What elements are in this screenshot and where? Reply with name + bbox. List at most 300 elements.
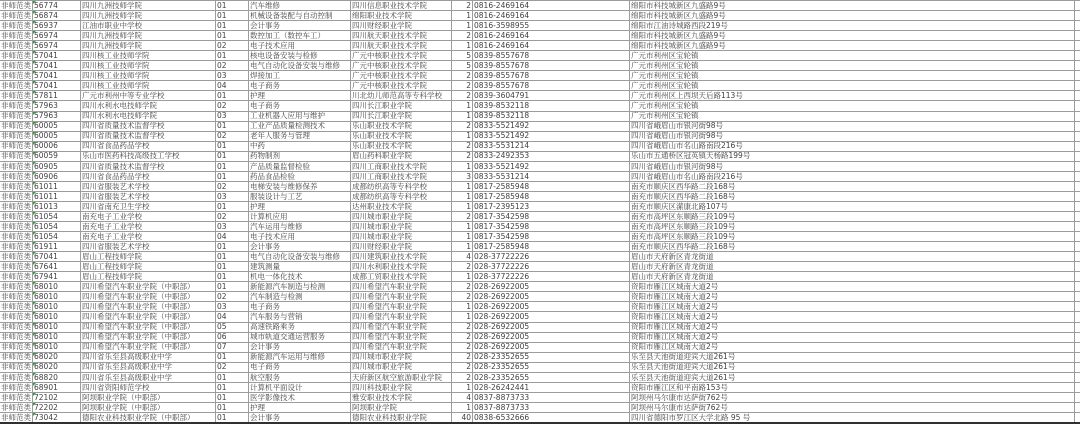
cell-major-name[interactable]: 药品食品检验 bbox=[249, 172, 351, 181]
cell-partner-college[interactable]: 四川航天职业技术学院 bbox=[351, 31, 452, 40]
cell-plan-count[interactable]: 2 bbox=[452, 71, 473, 80]
cell-address[interactable]: 广元市利州区宝轮镇 bbox=[630, 112, 1075, 121]
cell-major-name[interactable]: 电子商务 bbox=[249, 101, 351, 110]
cell-category[interactable]: 非师范类 bbox=[1, 181, 31, 191]
cell-major-number[interactable]: 01 bbox=[216, 272, 249, 281]
cell-major-number[interactable]: 03 bbox=[216, 222, 249, 231]
cell-school-code[interactable]: 68010 bbox=[33, 302, 81, 311]
cell-address[interactable]: 南充市高坪区东顺路三段109号 bbox=[630, 232, 1075, 241]
cell-major-name[interactable]: 高速铁路乘务 bbox=[249, 323, 351, 332]
cell-category[interactable]: 非师范类 bbox=[1, 292, 31, 302]
cell-phone-number[interactable]: 0833-5531214 bbox=[473, 172, 630, 181]
cell-school-name[interactable]: 四川省南充卫生学校 bbox=[81, 202, 216, 211]
cell-major-name[interactable]: 机电一体化技术 bbox=[249, 272, 351, 281]
cell-partner-college[interactable]: 四川长江职业学院 bbox=[351, 101, 452, 110]
cell-school-code[interactable]: 67941 bbox=[33, 272, 81, 281]
cell-partner-college[interactable]: 广元中核职业技术学院 bbox=[351, 71, 452, 80]
cell-plan-count[interactable]: 1 bbox=[452, 222, 473, 231]
cell-address[interactable]: 阿坝州马尔康市达萨街762号 bbox=[630, 403, 1075, 412]
cell-phone-number[interactable]: 0833-2492353 bbox=[473, 152, 630, 161]
cell-major-name[interactable]: 汽车运用与维修 bbox=[249, 222, 351, 231]
cell-school-code[interactable]: 61054 bbox=[33, 212, 81, 221]
cell-plan-count[interactable]: 2 bbox=[452, 323, 473, 332]
cell-partner-college[interactable]: 四川希望汽车职业学院 bbox=[351, 343, 452, 352]
cell-address[interactable]: 南充市高坪区东顺路三段109号 bbox=[630, 212, 1075, 221]
cell-plan-count[interactable]: 4 bbox=[452, 393, 473, 402]
cell-address[interactable]: 眉山市天府新区青龙街道 bbox=[630, 272, 1075, 281]
cell-category[interactable]: 非师范类 bbox=[1, 252, 31, 261]
cell-major-number[interactable]: 03 bbox=[216, 302, 249, 311]
cell-category[interactable]: 非师范类 bbox=[1, 111, 31, 121]
cell-school-code[interactable]: 68020 bbox=[33, 353, 81, 362]
cell-plan-count[interactable]: 2 bbox=[452, 81, 473, 90]
cell-school-name[interactable]: 四川省质量技术监督学校 bbox=[81, 132, 216, 141]
cell-address[interactable]: 乐山市五通桥区冠英镇天杨路199号 bbox=[630, 152, 1075, 161]
cell-address[interactable]: 资阳市雁江区城南大道2号 bbox=[630, 343, 1075, 352]
cell-phone-number[interactable]: 0816-2469164 bbox=[473, 31, 630, 40]
cell-address[interactable]: 资阳市雁江区和平南路153号 bbox=[630, 383, 1075, 392]
cell-major-name[interactable]: 计算机平面设计 bbox=[249, 383, 351, 392]
cell-major-number[interactable]: 01 bbox=[216, 152, 249, 161]
cell-plan-count[interactable]: 3 bbox=[452, 172, 473, 181]
cell-partner-college[interactable]: 广元中核职业技术学院 bbox=[351, 81, 452, 90]
cell-school-name[interactable]: 四川希望汽车职业学院（中职部） bbox=[81, 282, 216, 291]
cell-school-name[interactable]: 四川省服装艺术学校 bbox=[81, 242, 216, 251]
cell-major-name[interactable]: 工业产品质量检测技术 bbox=[249, 122, 351, 131]
cell-partner-college[interactable]: 阿坝职业学院 bbox=[351, 403, 452, 412]
cell-major-name[interactable]: 电子商务 bbox=[249, 302, 351, 311]
cell-school-code[interactable]: 57041 bbox=[33, 61, 81, 70]
cell-major-number[interactable]: 01 bbox=[216, 162, 249, 171]
cell-major-name[interactable]: 护理 bbox=[249, 403, 351, 412]
cell-school-code[interactable]: 57811 bbox=[33, 91, 81, 100]
cell-address[interactable]: 四川省峨眉山市银河街98号 bbox=[630, 132, 1075, 141]
cell-plan-count[interactable]: 2 bbox=[452, 353, 473, 362]
cell-phone-number[interactable]: 0817-2395123 bbox=[473, 202, 630, 211]
cell-phone-number[interactable]: 0817-2585948 bbox=[473, 182, 630, 191]
cell-plan-count[interactable]: 2 bbox=[452, 262, 473, 271]
cell-major-name[interactable]: 护理 bbox=[249, 91, 351, 100]
cell-partner-college[interactable]: 四川财经职业学院 bbox=[351, 21, 452, 30]
cell-address[interactable]: 四川省峨眉山市名山路南段216号 bbox=[630, 172, 1075, 181]
cell-phone-number[interactable]: 028-26922005 bbox=[473, 312, 630, 321]
cell-phone-number[interactable]: 028-23352655 bbox=[473, 363, 630, 372]
cell-partner-college[interactable]: 雅安职业技术学院 bbox=[351, 393, 452, 402]
cell-school-code[interactable]: 60005 bbox=[33, 132, 81, 141]
cell-category[interactable]: 非师范类 bbox=[1, 61, 31, 71]
cell-partner-college[interactable]: 四川城市职业学院 bbox=[351, 363, 452, 372]
cell-major-number[interactable]: 01 bbox=[216, 373, 249, 382]
cell-phone-number[interactable]: 028-26922005 bbox=[473, 292, 630, 301]
cell-phone-number[interactable]: 028-23352655 bbox=[473, 373, 630, 382]
cell-school-name[interactable]: 四川九洲技师学院 bbox=[81, 1, 216, 10]
cell-plan-count[interactable]: 1 bbox=[452, 272, 473, 281]
cell-school-name[interactable]: 德阳农业科技职业学院（中职部） bbox=[81, 413, 216, 422]
cell-school-code[interactable]: 68010 bbox=[33, 333, 81, 342]
cell-phone-number[interactable]: 028-37722226 bbox=[473, 272, 630, 281]
cell-category[interactable]: 非师范类 bbox=[1, 51, 31, 60]
cell-category[interactable]: 非师范类 bbox=[1, 382, 31, 392]
cell-address[interactable]: 资阳市雁江区城南大道2号 bbox=[630, 292, 1075, 301]
cell-category[interactable]: 非师范类 bbox=[1, 81, 31, 91]
cell-plan-count[interactable]: 2 bbox=[452, 122, 473, 131]
cell-address[interactable]: 绵阳市科技城新区九盛路9号 bbox=[630, 31, 1075, 40]
cell-plan-count[interactable]: 1 bbox=[452, 202, 473, 211]
cell-category[interactable]: 非师范类 bbox=[1, 11, 31, 20]
cell-partner-college[interactable]: 四川航天职业技术学院 bbox=[351, 41, 452, 50]
cell-school-code[interactable]: 61011 bbox=[33, 192, 81, 201]
cell-category[interactable]: 非师范类 bbox=[1, 201, 31, 211]
cell-partner-college[interactable]: 四川希望汽车职业学院 bbox=[351, 282, 452, 291]
cell-partner-college[interactable]: 四川建筑职业技术学院 bbox=[351, 252, 452, 261]
cell-partner-college[interactable]: 成都纺织高等专科学校 bbox=[351, 182, 452, 191]
cell-major-name[interactable]: 工业机器人应用与维护 bbox=[249, 112, 351, 121]
cell-partner-college[interactable]: 四川希望汽车职业学院 bbox=[351, 292, 452, 301]
cell-school-name[interactable]: 四川省质量技术监督学校 bbox=[81, 122, 216, 131]
cell-school-code[interactable]: 61011 bbox=[33, 182, 81, 191]
cell-partner-college[interactable]: 眉山药科职业学院 bbox=[351, 152, 452, 161]
cell-plan-count[interactable]: 1 bbox=[452, 182, 473, 191]
cell-major-name[interactable]: 机械设备装配与自动控制 bbox=[249, 11, 351, 20]
cell-address[interactable]: 四川省峨眉山市名山路南段216号 bbox=[630, 142, 1075, 151]
cell-partner-college[interactable]: 四川信息职业技术学院 bbox=[351, 1, 452, 10]
cell-major-name[interactable]: 护理 bbox=[249, 202, 351, 211]
cell-plan-count[interactable]: 2 bbox=[452, 91, 473, 100]
cell-major-name[interactable]: 电子商务 bbox=[249, 81, 351, 90]
cell-address[interactable]: 资阳市雁江区城南大道2号 bbox=[630, 312, 1075, 321]
cell-plan-count[interactable]: 1 bbox=[452, 242, 473, 251]
cell-category[interactable]: 非师范类 bbox=[1, 222, 31, 231]
cell-school-name[interactable]: 四川希望汽车职业学院（中职部） bbox=[81, 312, 216, 321]
cell-partner-college[interactable]: 广元中核职业技术学院 bbox=[351, 61, 452, 70]
cell-school-name[interactable]: 四川省乐至县高级职业中学 bbox=[81, 373, 216, 382]
cell-school-code[interactable]: 73042 bbox=[33, 413, 81, 422]
cell-school-name[interactable]: 四川希望汽车职业学院（中职部） bbox=[81, 302, 216, 311]
cell-plan-count[interactable]: 2 bbox=[452, 282, 473, 291]
cell-phone-number[interactable]: 0817-2585948 bbox=[473, 242, 630, 251]
cell-school-code[interactable]: 57041 bbox=[33, 51, 81, 60]
cell-address[interactable]: 广元市利州区宝轮镇 bbox=[630, 81, 1075, 90]
cell-phone-number[interactable]: 028-26242441 bbox=[473, 383, 630, 392]
cell-address[interactable]: 四川省峨眉山市银河街98号 bbox=[630, 162, 1075, 171]
cell-major-name[interactable]: 汽车制造与检测 bbox=[249, 292, 351, 301]
cell-major-number[interactable]: 01 bbox=[216, 91, 249, 100]
cell-major-name[interactable]: 电气自动化设备安装与维修 bbox=[249, 61, 351, 70]
cell-category[interactable]: 非师范类 bbox=[1, 352, 31, 362]
cell-address[interactable]: 广元市利州区宝轮镇 bbox=[630, 101, 1075, 110]
cell-category[interactable]: 非师范类 bbox=[1, 322, 31, 332]
cell-major-number[interactable]: 02 bbox=[216, 182, 249, 191]
cell-school-name[interactable]: 四川希望汽车职业学院（中职部） bbox=[81, 323, 216, 332]
cell-plan-count[interactable]: 4 bbox=[452, 252, 473, 261]
cell-school-code[interactable]: 56874 bbox=[33, 11, 81, 20]
cell-partner-college[interactable]: 乐山职业技术学院 bbox=[351, 132, 452, 141]
cell-major-number[interactable]: 01 bbox=[216, 51, 249, 60]
cell-school-code[interactable]: 67641 bbox=[33, 262, 81, 271]
cell-phone-number[interactable]: 028-26922005 bbox=[473, 333, 630, 342]
cell-major-number[interactable]: 03 bbox=[216, 192, 249, 201]
cell-school-name[interactable]: 四川核工业技师学院 bbox=[81, 81, 216, 90]
cell-school-name[interactable]: 四川省食品药品学校 bbox=[81, 142, 216, 151]
cell-school-code[interactable]: 61013 bbox=[33, 202, 81, 211]
cell-address[interactable]: 南充市顺庆区潆康北路107号 bbox=[630, 202, 1075, 211]
cell-phone-number[interactable]: 028-26922005 bbox=[473, 323, 630, 332]
cell-partner-college[interactable]: 四川长江职业学院 bbox=[351, 112, 452, 121]
cell-school-code[interactable]: 60005 bbox=[33, 122, 81, 131]
cell-major-number[interactable]: 01 bbox=[216, 413, 249, 422]
cell-school-code[interactable]: 57041 bbox=[33, 81, 81, 90]
cell-category[interactable]: 非师范类 bbox=[1, 211, 31, 221]
cell-phone-number[interactable]: 0837-8873733 bbox=[473, 393, 630, 402]
cell-major-name[interactable]: 电子技术应用 bbox=[249, 41, 351, 50]
cell-school-name[interactable]: 眉山工程技师学院 bbox=[81, 252, 216, 261]
cell-major-name[interactable]: 会计事务 bbox=[249, 343, 351, 352]
cell-major-number[interactable]: 01 bbox=[216, 122, 249, 131]
cell-partner-college[interactable]: 成都工贸职业技术学院 bbox=[351, 272, 452, 281]
cell-school-code[interactable]: 68010 bbox=[33, 312, 81, 321]
cell-major-name[interactable]: 核电设备安装与检修 bbox=[249, 51, 351, 60]
cell-phone-number[interactable]: 0816-2469164 bbox=[473, 41, 630, 50]
cell-category[interactable]: 非师范类 bbox=[1, 242, 31, 251]
cell-plan-count[interactable]: 1 bbox=[452, 383, 473, 392]
cell-major-number[interactable]: 01 bbox=[216, 282, 249, 291]
cell-school-code[interactable]: 68020 bbox=[33, 363, 81, 372]
cell-plan-count[interactable]: 2 bbox=[452, 1, 473, 10]
cell-school-name[interactable]: 南充电子工业学校 bbox=[81, 212, 216, 221]
cell-category[interactable]: 非师范类 bbox=[1, 392, 31, 402]
cell-school-code[interactable]: 68901 bbox=[33, 383, 81, 392]
cell-major-name[interactable]: 城市轨道交通运营服务 bbox=[249, 333, 351, 342]
cell-phone-number[interactable]: 0817-3542598 bbox=[473, 212, 630, 221]
cell-school-code[interactable]: 56974 bbox=[33, 31, 81, 40]
cell-major-number[interactable]: 02 bbox=[216, 41, 249, 50]
cell-major-name[interactable]: 药物制剂 bbox=[249, 152, 351, 161]
cell-plan-count[interactable]: 5 bbox=[452, 51, 473, 60]
cell-major-number[interactable]: 02 bbox=[216, 61, 249, 70]
cell-school-code[interactable]: 68010 bbox=[33, 343, 81, 352]
cell-address[interactable]: 乐至县天池街道迎宾大道261号 bbox=[630, 353, 1075, 362]
cell-school-name[interactable]: 广元市利州中等专业学校 bbox=[81, 91, 216, 100]
cell-partner-college[interactable]: 四川财经职业学院 bbox=[351, 242, 452, 251]
cell-major-number[interactable]: 02 bbox=[216, 363, 249, 372]
cell-major-number[interactable]: 01 bbox=[216, 262, 249, 271]
cell-major-number[interactable]: 01 bbox=[216, 31, 249, 40]
cell-plan-count[interactable]: 2 bbox=[452, 373, 473, 382]
cell-major-number[interactable]: 07 bbox=[216, 343, 249, 352]
cell-major-number[interactable]: 01 bbox=[216, 353, 249, 362]
cell-address[interactable]: 资阳市雁江区城南大道2号 bbox=[630, 282, 1075, 291]
cell-major-number[interactable]: 02 bbox=[216, 101, 249, 110]
cell-category[interactable]: 非师范类 bbox=[1, 342, 31, 352]
cell-school-name[interactable]: 四川希望汽车职业学院（中职部） bbox=[81, 292, 216, 301]
cell-partner-college[interactable]: 四川城市职业学院 bbox=[351, 353, 452, 362]
cell-major-number[interactable]: 03 bbox=[216, 112, 249, 121]
cell-school-code[interactable]: 60006 bbox=[33, 142, 81, 151]
cell-plan-count[interactable]: 1 bbox=[452, 11, 473, 20]
cell-category[interactable]: 非师范类 bbox=[1, 131, 31, 141]
cell-phone-number[interactable]: 0833-5521492 bbox=[473, 162, 630, 171]
cell-phone-number[interactable]: 0817-2585948 bbox=[473, 192, 630, 201]
cell-partner-college[interactable]: 四川科技职业学院 bbox=[351, 383, 452, 392]
cell-partner-college[interactable]: 四川工商职业技术学院 bbox=[351, 162, 452, 171]
cell-school-name[interactable]: 四川九洲技师学院 bbox=[81, 41, 216, 50]
cell-major-name[interactable]: 航空服务 bbox=[249, 373, 351, 382]
cell-partner-college[interactable]: 四川希望汽车职业学院 bbox=[351, 323, 452, 332]
cell-category[interactable]: 非师范类 bbox=[1, 191, 31, 201]
cell-category[interactable]: 非师范类 bbox=[1, 302, 31, 312]
cell-phone-number[interactable]: 0839-3604791 bbox=[473, 91, 630, 100]
cell-school-name[interactable]: 阿坝职业学院（中职部） bbox=[81, 403, 216, 412]
cell-school-code[interactable]: 60905 bbox=[33, 162, 81, 171]
cell-address[interactable]: 南充市顺庆区西华路二段168号 bbox=[630, 242, 1075, 251]
cell-plan-count[interactable]: 40 bbox=[452, 413, 473, 422]
cell-phone-number[interactable]: 0816-2469164 bbox=[473, 11, 630, 20]
cell-phone-number[interactable]: 0839-8557678 bbox=[473, 71, 630, 80]
cell-major-name[interactable]: 电气自动化设备安装与维修 bbox=[249, 252, 351, 261]
cell-major-number[interactable]: 01 bbox=[216, 172, 249, 181]
cell-address[interactable]: 四川省峨眉山市银河街98号 bbox=[630, 122, 1075, 131]
cell-address[interactable]: 绵阳市江油诗城路西段219号 bbox=[630, 21, 1075, 30]
cell-school-name[interactable]: 江油市职业中学校 bbox=[81, 21, 216, 30]
cell-school-code[interactable]: 56937 bbox=[33, 21, 81, 30]
cell-major-name[interactable]: 中药 bbox=[249, 142, 351, 151]
cell-school-code[interactable]: 60906 bbox=[33, 172, 81, 181]
cell-category[interactable]: 非师范类 bbox=[1, 1, 31, 10]
cell-category[interactable]: 非师范类 bbox=[1, 412, 31, 422]
cell-plan-count[interactable]: 2 bbox=[452, 292, 473, 301]
cell-major-name[interactable]: 会计事务 bbox=[249, 21, 351, 30]
cell-phone-number[interactable]: 0837-8873733 bbox=[473, 403, 630, 412]
cell-category[interactable]: 非师范类 bbox=[1, 91, 31, 101]
cell-partner-college[interactable]: 四川希望汽车职业学院 bbox=[351, 312, 452, 321]
cell-major-number[interactable]: 06 bbox=[216, 333, 249, 342]
cell-major-name[interactable]: 电子技术应用 bbox=[249, 232, 351, 241]
cell-major-name[interactable]: 新能源汽车制造与检测 bbox=[249, 282, 351, 291]
cell-phone-number[interactable]: 028-37722226 bbox=[473, 262, 630, 271]
cell-partner-college[interactable]: 四川希望汽车职业学院 bbox=[351, 333, 452, 342]
cell-partner-college[interactable]: 四川城市职业学院 bbox=[351, 232, 452, 241]
cell-major-number[interactable]: 01 bbox=[216, 383, 249, 392]
cell-major-name[interactable]: 电梯安装与维修保养 bbox=[249, 182, 351, 191]
cell-phone-number[interactable]: 0833-5521492 bbox=[473, 122, 630, 131]
cell-address[interactable]: 南充市顺庆区西华路二段168号 bbox=[630, 192, 1075, 201]
cell-address[interactable]: 广元市利州区宝轮镇 bbox=[630, 71, 1075, 80]
cell-school-name[interactable]: 四川核工业技师学院 bbox=[81, 61, 216, 70]
cell-category[interactable]: 非师范类 bbox=[1, 101, 31, 111]
cell-school-name[interactable]: 四川九洲技师学院 bbox=[81, 31, 216, 40]
cell-category[interactable]: 非师范类 bbox=[1, 31, 31, 40]
cell-school-code[interactable]: 68010 bbox=[33, 282, 81, 291]
cell-major-number[interactable]: 04 bbox=[216, 81, 249, 90]
cell-school-name[interactable]: 四川省乐至县高级职业中学 bbox=[81, 353, 216, 362]
cell-category[interactable]: 非师范类 bbox=[1, 161, 31, 171]
cell-plan-count[interactable]: 2 bbox=[452, 31, 473, 40]
cell-category[interactable]: 非师范类 bbox=[1, 312, 31, 322]
cell-major-number[interactable]: 02 bbox=[216, 132, 249, 141]
cell-plan-count[interactable]: 1 bbox=[452, 162, 473, 171]
cell-school-code[interactable]: 56774 bbox=[33, 1, 81, 10]
cell-partner-college[interactable]: 乐山职业技术学院 bbox=[351, 142, 452, 151]
cell-school-name[interactable]: 四川核工业技师学院 bbox=[81, 51, 216, 60]
cell-partner-college[interactable]: 四川水利职业技术学院 bbox=[351, 262, 452, 271]
cell-major-number[interactable]: 01 bbox=[216, 142, 249, 151]
cell-plan-count[interactable]: 1 bbox=[452, 192, 473, 201]
cell-major-name[interactable]: 会计事务 bbox=[249, 242, 351, 251]
cell-partner-college[interactable]: 广元中核职业技术学院 bbox=[351, 51, 452, 60]
cell-major-number[interactable]: 01 bbox=[216, 242, 249, 251]
cell-plan-count[interactable]: 2 bbox=[452, 212, 473, 221]
cell-phone-number[interactable]: 028-23352655 bbox=[473, 353, 630, 362]
cell-major-number[interactable]: 05 bbox=[216, 323, 249, 332]
cell-category[interactable]: 非师范类 bbox=[1, 282, 31, 292]
cell-partner-college[interactable]: 四川城市职业学院 bbox=[351, 212, 452, 221]
cell-address[interactable]: 广元市利州区上西坝天后路113号 bbox=[630, 91, 1075, 100]
cell-phone-number[interactable]: 0816-2469164 bbox=[473, 1, 630, 10]
cell-partner-college[interactable]: 四川城市职业学院 bbox=[351, 222, 452, 231]
cell-phone-number[interactable]: 0839-8557678 bbox=[473, 81, 630, 90]
cell-school-code[interactable]: 68010 bbox=[33, 292, 81, 301]
cell-school-code[interactable]: 68010 bbox=[33, 323, 81, 332]
cell-plan-count[interactable]: 1 bbox=[452, 101, 473, 110]
cell-school-code[interactable]: 72102 bbox=[33, 393, 81, 402]
cell-category[interactable]: 非师范类 bbox=[1, 151, 31, 161]
cell-address[interactable]: 眉山市天府新区青龙街道 bbox=[630, 262, 1075, 271]
cell-address[interactable]: 阿坝州马尔康市达萨街762号 bbox=[630, 393, 1075, 402]
cell-address[interactable]: 广元市利州区宝轮镇 bbox=[630, 61, 1075, 70]
cell-major-number[interactable]: 01 bbox=[216, 1, 249, 10]
cell-school-code[interactable]: 57963 bbox=[33, 101, 81, 110]
cell-plan-count[interactable]: 2 bbox=[452, 363, 473, 372]
cell-major-name[interactable]: 计算机应用 bbox=[249, 212, 351, 221]
cell-address[interactable]: 资阳市雁江区城南大道2号 bbox=[630, 333, 1075, 342]
cell-major-number[interactable]: 01 bbox=[216, 393, 249, 402]
cell-phone-number[interactable]: 0839-8532118 bbox=[473, 112, 630, 121]
cell-major-name[interactable]: 会计事务 bbox=[249, 413, 351, 422]
cell-plan-count[interactable]: 1 bbox=[452, 302, 473, 311]
cell-school-name[interactable]: 四川省食品药品学校 bbox=[81, 172, 216, 181]
cell-address[interactable]: 南充市高坪区东顺路三段109号 bbox=[630, 222, 1075, 231]
cell-address[interactable]: 绵阳市科技城新区九盛路9号 bbox=[630, 41, 1075, 50]
cell-plan-count[interactable]: 2 bbox=[452, 152, 473, 161]
cell-school-name[interactable]: 阿坝职业学院（中职部） bbox=[81, 393, 216, 402]
cell-school-code[interactable]: 67041 bbox=[33, 252, 81, 261]
cell-major-name[interactable]: 医学影像技术 bbox=[249, 393, 351, 402]
cell-major-number[interactable]: 02 bbox=[216, 292, 249, 301]
cell-address[interactable]: 南充市顺庆区西华路二段168号 bbox=[630, 182, 1075, 191]
cell-school-name[interactable]: 四川核工业技师学院 bbox=[81, 71, 216, 80]
cell-school-code[interactable]: 68820 bbox=[33, 373, 81, 382]
cell-school-code[interactable]: 56974 bbox=[33, 41, 81, 50]
cell-major-name[interactable]: 焊接加工 bbox=[249, 71, 351, 80]
cell-address[interactable]: 乐至县天池街道迎宾大道261号 bbox=[630, 363, 1075, 372]
cell-category[interactable]: 非师范类 bbox=[1, 121, 31, 131]
cell-category[interactable]: 非师范类 bbox=[1, 21, 31, 30]
cell-plan-count[interactable]: 1 bbox=[452, 112, 473, 121]
cell-school-code[interactable]: 60059 bbox=[33, 152, 81, 161]
cell-category[interactable]: 非师范类 bbox=[1, 41, 31, 50]
cell-school-name[interactable]: 四川省服装艺术学校 bbox=[81, 182, 216, 191]
cell-phone-number[interactable]: 028-26922005 bbox=[473, 282, 630, 291]
cell-school-name[interactable]: 四川省质量技术监督学校 bbox=[81, 162, 216, 171]
cell-major-number[interactable]: 01 bbox=[216, 252, 249, 261]
cell-phone-number[interactable]: 0839-8532118 bbox=[473, 101, 630, 110]
cell-category[interactable]: 非师范类 bbox=[1, 402, 31, 412]
cell-category[interactable]: 非师范类 bbox=[1, 262, 31, 271]
cell-plan-count[interactable]: 2 bbox=[452, 142, 473, 151]
cell-address[interactable]: 绵阳市科技城新区九盛路9号 bbox=[630, 11, 1075, 20]
cell-category[interactable]: 非师范类 bbox=[1, 332, 31, 342]
cell-phone-number[interactable]: 0833-5531214 bbox=[473, 142, 630, 151]
